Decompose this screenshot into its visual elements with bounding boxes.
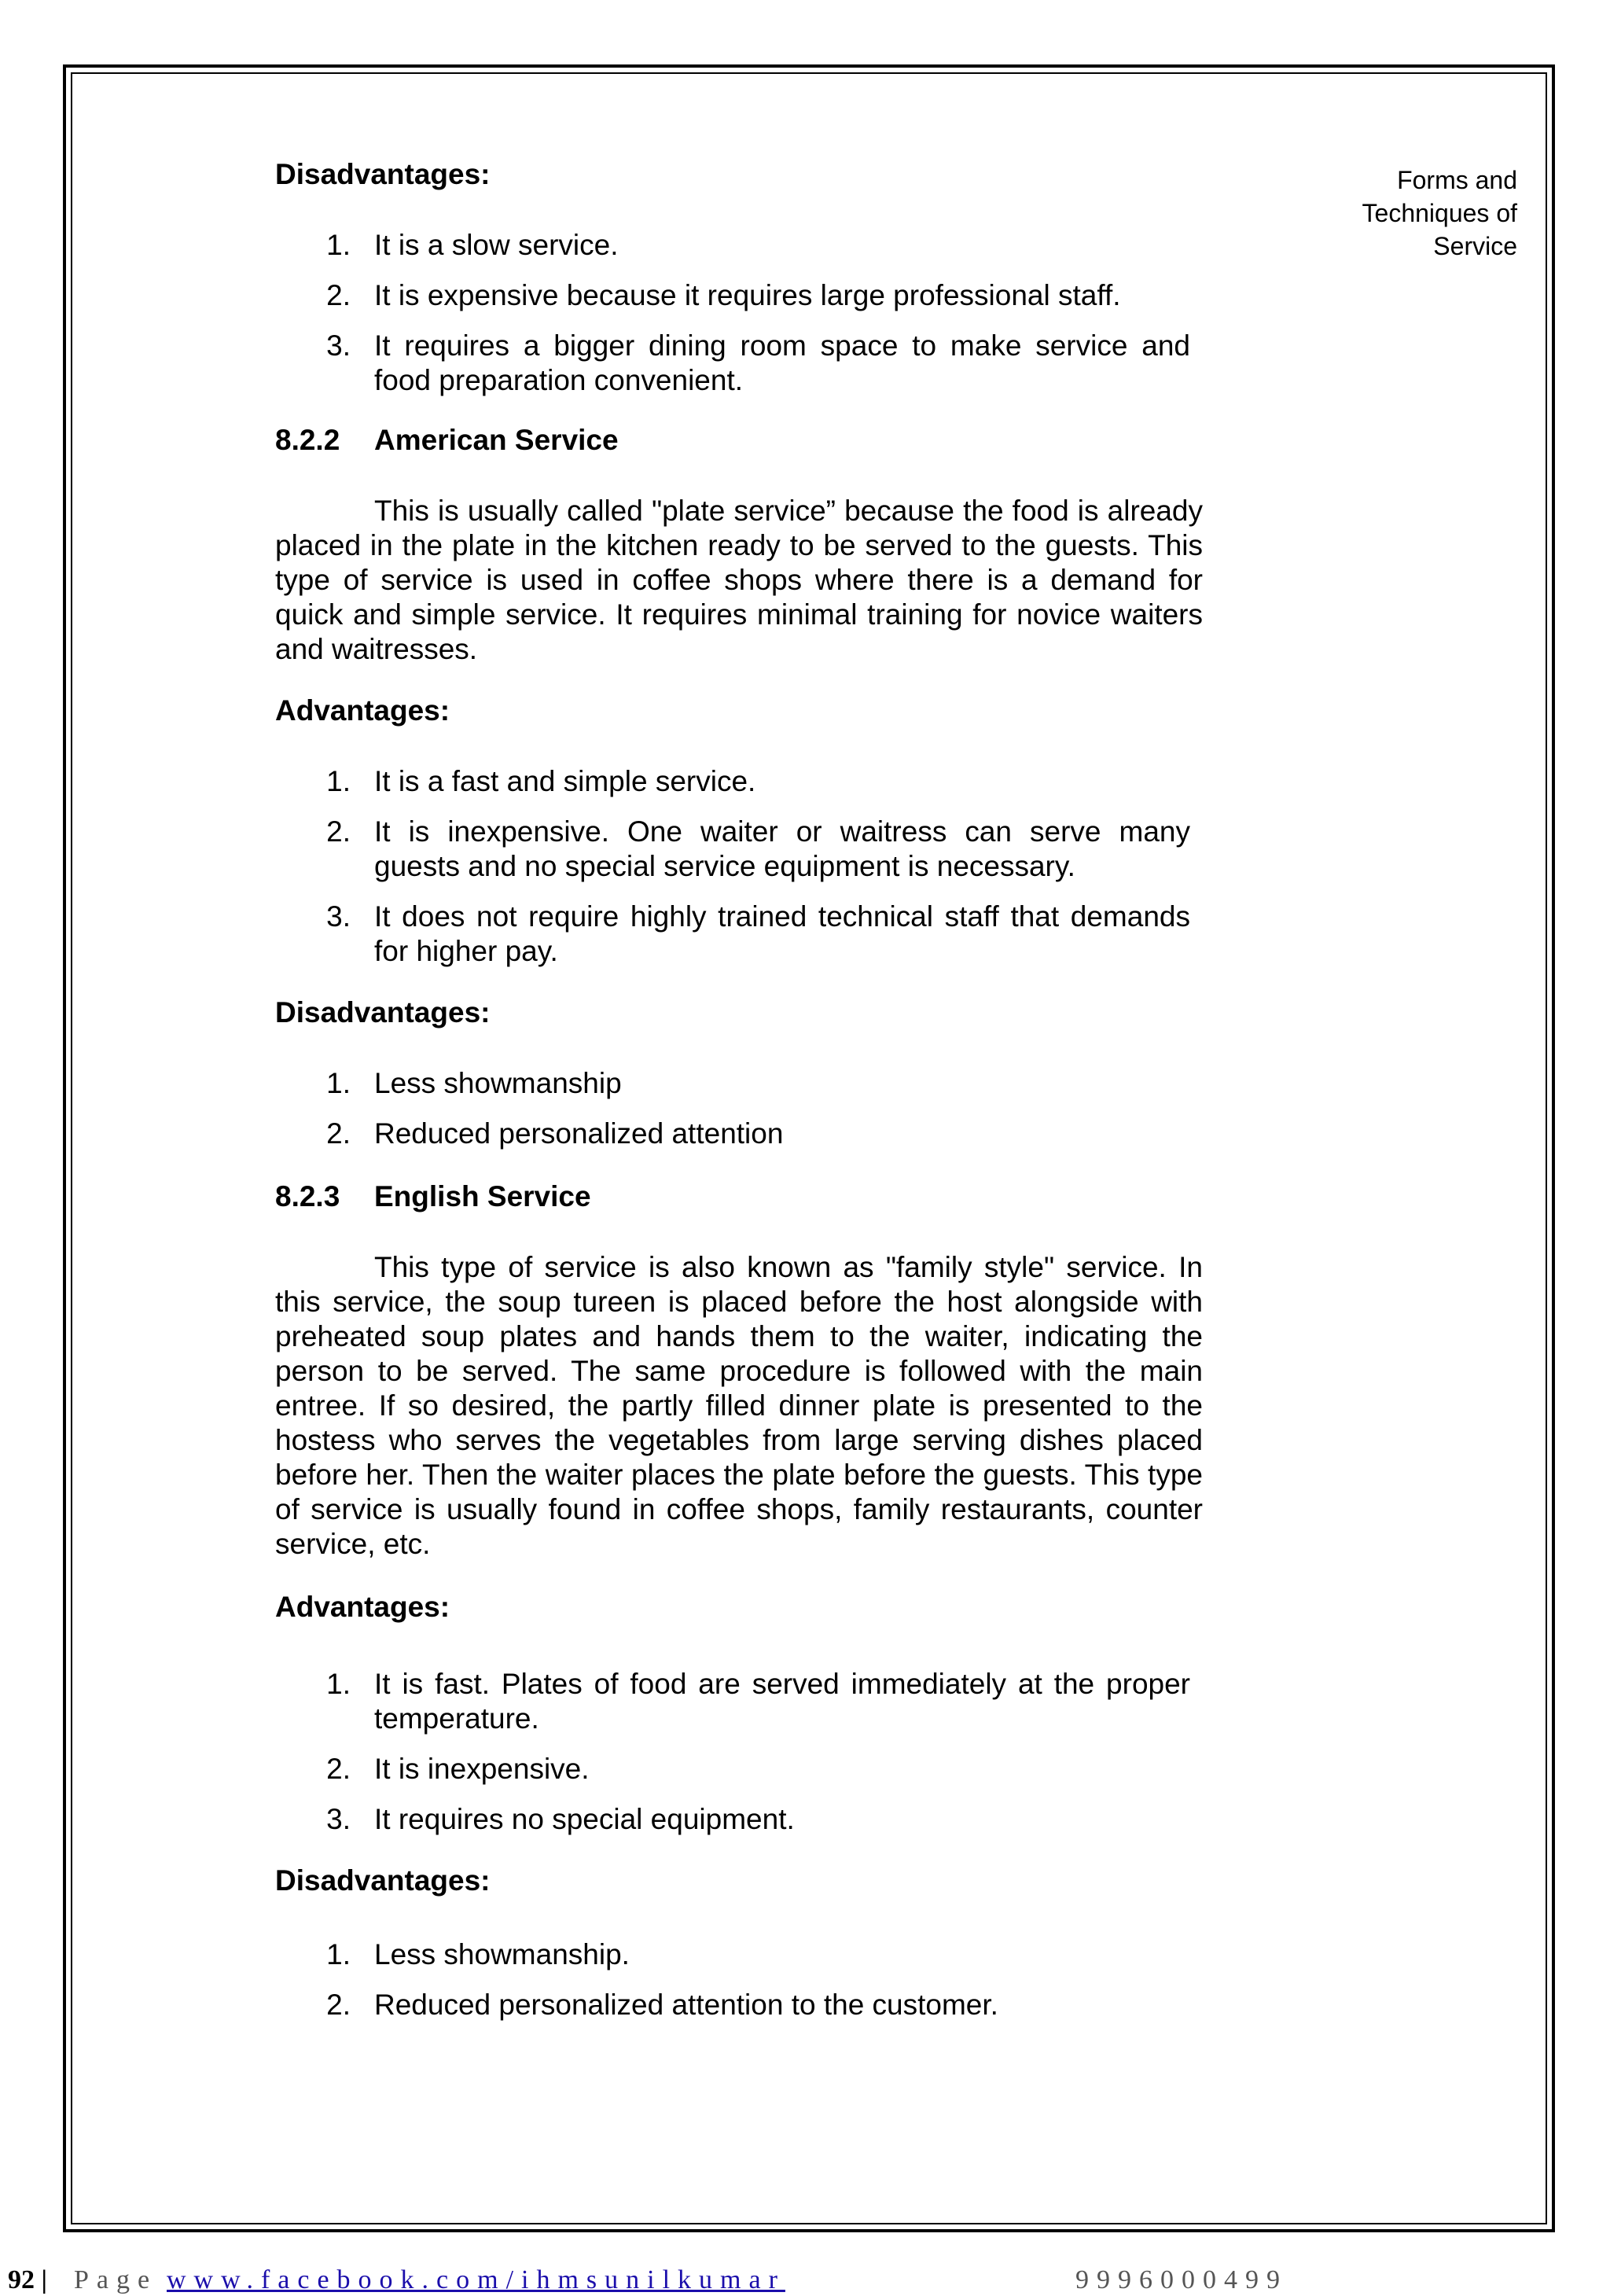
section-heading-english: [275, 1179, 1203, 1214]
list-item: 3. It requires a bigger dining room space to make service and food preparation convenient.: [326, 329, 1190, 396]
advantages-list: [275, 764, 1203, 969]
advantages-heading: Advantages:: [275, 694, 450, 727]
english-paragraph: This type of service is also known as "family style" service. In this service, the soup tureen is placed before the host alongside with preheated soup plates and hands them to the waiter, indicating the person to be served. The same procedure is followed with the main entree. If so desired, the partly filled dinner plate is presented to the hostess who serves the vegetables from large serving dishes placed before her. Then the waiter places the plate before the guests. This type of service is usually found in coffee shops, family restaurants, counter service, etc.: [275, 1251, 1203, 1560]
list-item: 2. It is expensive because it requires large professional staff.: [326, 279, 1121, 311]
advantages-heading: Advantages:: [275, 1591, 450, 1623]
chapter-sidebar: [1305, 164, 1517, 263]
facebook-link[interactable]: www.facebook.com/ihmsunilkumar: [167, 2265, 785, 2294]
list-item: 2. Reduced personalized attention: [326, 1117, 784, 1150]
page-footer: [0, 2265, 1610, 2296]
disadvantages-list: [275, 1066, 1203, 1151]
section-title: English Service: [374, 1180, 591, 1212]
list-item: 1. Less showmanship: [326, 1067, 622, 1099]
advantages-list: [275, 1667, 1203, 1837]
list-item: 1. It is fast. Plates of food are served immediately at the proper temperature.: [326, 1668, 1190, 1735]
list-item: 2. It is inexpensive. One waiter or waitress can serve many guests and no special service equipment is necessary.: [326, 815, 1190, 882]
list-item: 1. It is a fast and simple service.: [326, 765, 756, 797]
sidebar-line: Service: [1433, 232, 1517, 260]
list-item: 2. It is inexpensive.: [326, 1753, 590, 1785]
american-paragraph: This is usually called "plate service” because the food is already placed in the plate in the kitchen ready to be served to the guests. This type of service is used in coffee shops where there is a demand for quick and simple service. It requires minimal training for novice waiters and waitresses.: [275, 495, 1203, 665]
disadvantages-heading: Disadvantages:: [275, 158, 491, 190]
sidebar-line: Techniques of: [1362, 199, 1517, 227]
main-content: [275, 157, 1203, 2022]
section-number: 8.2.3: [275, 1180, 340, 1212]
list-item: 1. It is a slow service.: [326, 229, 619, 261]
disadvantages-heading: Disadvantages:: [275, 1864, 491, 1897]
phone-number: 9996000499: [1075, 2265, 1288, 2294]
disadvantages-list: [275, 1937, 1203, 2022]
disadvantages-heading: Disadvantages:: [275, 996, 491, 1028]
list-item: 3. It requires no special equipment.: [326, 1803, 795, 1835]
section-number: 8.2.2: [275, 424, 340, 456]
sidebar-line: Forms and: [1397, 166, 1517, 194]
page-label: Page: [74, 2265, 158, 2294]
page-number: 92 |: [8, 2265, 47, 2294]
list-item: 2. Reduced personalized attention to the customer.: [326, 1989, 998, 2021]
section-title: American Service: [374, 424, 619, 456]
disadvantages-list: [275, 228, 1203, 398]
list-item: 3. It does not require highly trained technical staff that demands for higher pay.: [326, 900, 1190, 967]
list-item: 1. Less showmanship.: [326, 1938, 630, 1970]
section-heading-american: [275, 423, 1203, 458]
